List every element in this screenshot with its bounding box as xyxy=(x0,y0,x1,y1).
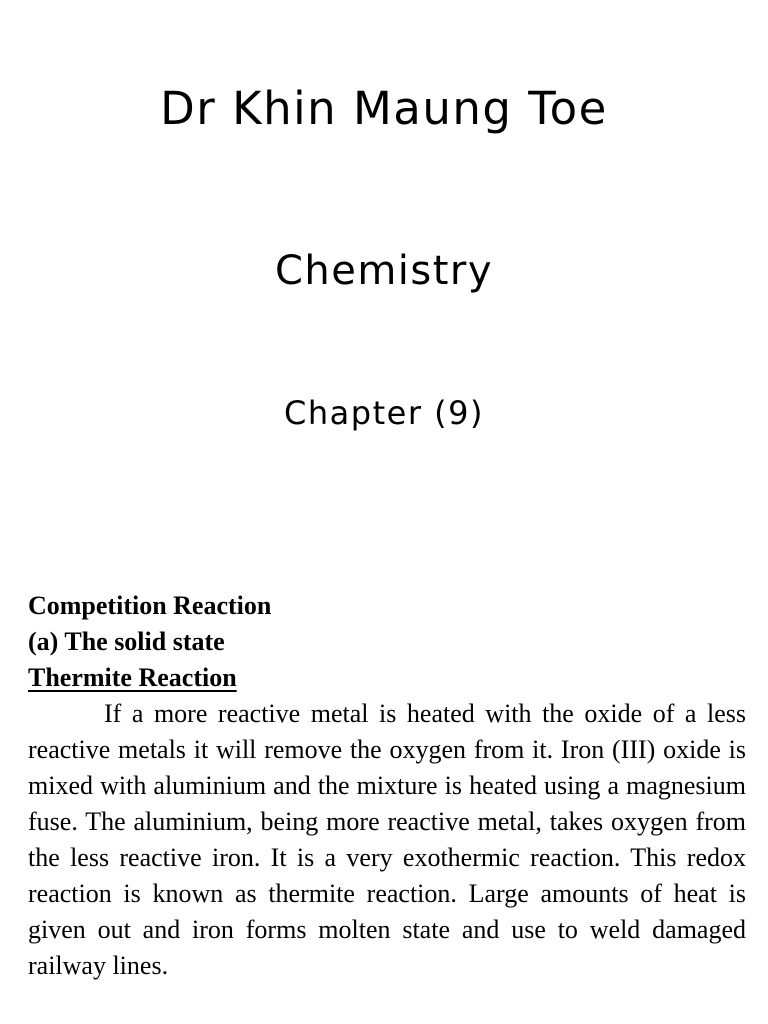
section-subheading: (a) The solid state xyxy=(28,627,225,656)
author-name: Dr Khin Maung Toe xyxy=(160,82,608,135)
section-heading: Competition Reaction xyxy=(28,591,272,620)
topic-heading: Thermite Reaction xyxy=(28,663,237,692)
subject-title: Chemistry xyxy=(274,248,494,294)
section-body xyxy=(28,588,746,984)
chapter-title: Chapter (9) xyxy=(284,394,484,432)
body-paragraph: If a more reactive metal is heated with the oxide of a less reactive metals it will remove the oxygen from it. Iron (III) oxide is mixed with aluminium and the mixture is heated using a magnesium fuse. The aluminium, being more reactive metal, takes oxygen from the less reactive iron. It is a very exothermic reaction. This redox reaction is known as thermite reaction. Large amounts of heat is given out and iron forms molten state and use to weld damaged railway lines. xyxy=(28,699,746,980)
